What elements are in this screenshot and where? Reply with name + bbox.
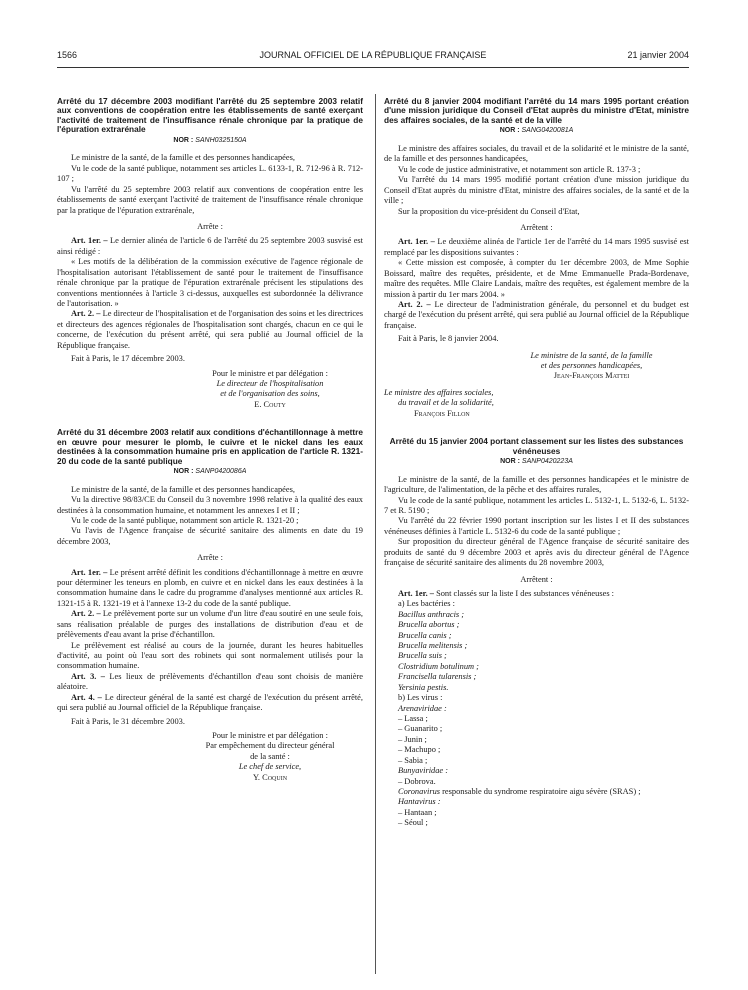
paragraph: Le ministre de la santé, de la famille et des personnes handicapées et le ministre de l'agriculture, de l'alimentation, de la pêche et des affaires rurales, [384,474,689,495]
arrete-heading: Arrête : [197,553,223,563]
article-label: Art. 4. – [71,692,102,702]
column-divider [375,94,376,974]
paragraph: Vu l'arrêté du 25 septembre 2003 relatif aux conventions de coopération entre les établissements de santé exerçant l'activité de traitement de l'insuffisance rénale chronique par la pratique de l'épuration extrarénale, [57,184,363,215]
list-item: – Junin ; [398,734,427,744]
decree-title: Arrêté du 15 janvier 2004 portant classement sur les listes des substances vénéneuses [389,436,684,456]
signature-line: et de l'organisation des soins, [220,389,320,399]
nor-code: SANP0420086A [195,468,247,475]
signature-line: Le chef de service, [238,762,302,772]
article-text: Le prélèvement porte sur un volume d'un litre d'eau soutiré en une seule fois, sans réalisation préalable de purges des installations de distribution d'eau et de prélèvements d'eau avant la prise d'échantillon. [57,609,363,640]
paragraph: Le ministre de la santé, de la famille et des personnes handicapées, [71,484,295,494]
quote: « Cette mission est composée, à compter du 1er décembre 2003, de Mme Sophie Boissard, maître des requêtes, présidente, et de Mme Emmanuelle Prada-Bordenave, maître des requêtes. Mlle Claire Landais, maître des requêtes, est également membre de la mission à partir du 1er mars 2004. » [384,258,689,299]
signatory-name: Jean-François Mattei [553,371,630,381]
paragraph-text: responsable du syndrome respiratoire aigu sévère (SRAS) ; [440,786,641,796]
article-text: Les lieux de prélèvements d'échantillon d'eau sont choisis de manière aléatoire. [57,671,364,692]
decree-4 [384,437,689,829]
decree-title: Arrêté du 8 janvier 2004 modifiant l'arrêté du 14 mars 1995 portant création d'une mission juridique du Conseil d'Etat auprès du ministre d'Etat, ministre des affaires sociales, de la santé et de la ville [384,96,689,125]
article [57,568,363,610]
fait-line: Fait à Paris, le 31 décembre 2003. [71,716,185,726]
nor-label: NOR : [499,127,520,135]
list-item: Brucella canis ; [398,630,452,640]
article [384,300,689,331]
signature-line: Par empêchement du directeur général [205,741,335,751]
signature-line: Pour le ministre et par délégation : [212,730,328,740]
signature-block [177,731,363,783]
virus-family: Hantavirus : [398,797,441,807]
list-item: – Lassa ; [398,714,428,724]
nor-reference [57,468,363,477]
paragraph: Vu le code de justice administrative, et notamment son article R. 137-3 ; [398,164,641,174]
paragraph: Le ministre des affaires sociales, du travail et de la solidarité et le ministre de la santé, de la famille et des personnes handicapées, [384,144,689,164]
article [384,589,689,599]
paragraph: Vu la directive 98/83/CE du Conseil du 3 novembre 1998 relative à la qualité des eaux destinées à la consommation humaine, et notamment les annexes I et II ; [57,495,363,515]
virus-family: Coronavirus [398,786,441,796]
article [57,672,363,693]
list-item: Yersinia pestis. [398,682,449,692]
list-item: – Sabia ; [398,755,428,765]
list-item: – Hantaan ; [398,807,437,817]
paragraph: Vu le code de la santé publique, notamment son article R. 1321-20 ; [71,515,299,525]
paragraph: Le ministre de la santé, de la famille et des personnes handicapées, [71,153,295,163]
virus-family: Arenaviridae : [398,703,447,713]
article-label: Art. 3. – [71,671,105,681]
paragraph: Vu le code de la santé publique, notamment les articles L. 5132-1, L. 5132-6, L. 5132-7 et R. 5190 ; [384,495,689,515]
bacteria-list [384,610,689,693]
nor-label: NOR : [173,136,194,144]
journal-title: JOURNAL OFFICIEL DE LA RÉPUBLIQUE FRANÇAISE [259,50,487,60]
paragraph: Sur proposition du directeur général de l'Agence française de sécurité sanitaire des produits de santé du 9 décembre 2003 et après avis du directeur général de l'Agence française de sécurité sanitaire des aliments du 28 novembre 2003, [384,537,689,568]
article-label: Art. 2. – [398,299,431,309]
list-heading: b) Les virus : [398,693,443,703]
signature-line: du travail et de la solidarité, [398,398,494,408]
list-item: Brucella suis ; [398,651,447,661]
page-number: 1566 [57,50,78,60]
paragraph: Vu l'avis de l'Agence française de sécurité sanitaire des aliments en date du 19 décembre 2003, [57,526,363,546]
article-label: Art. 1er. – [398,588,434,598]
list-item: – Machupo ; [398,745,441,755]
signature-block [177,369,363,411]
nor-code: SANH0325150A [195,136,247,144]
list-heading: a) Les bactéries : [398,599,455,609]
list-item: Bacillus anthracis ; [398,609,465,619]
article-label: Art. 1er. – [71,567,108,577]
paragraph [384,787,689,797]
decree-3 [384,97,689,419]
list-item: Francisella tularensis ; [398,672,477,682]
decree-title: Arrêté du 31 décembre 2003 relatif aux conditions d'échantillonnage à mettre en œuvre pour mesurer le plomb, le cuivre et le nickel dans les eaux destinées à la consommation humaine pris en application de l'article R. 1321-20 du code de la santé publique [57,427,363,466]
signature-line: de la santé : [250,751,290,761]
virus-family: Bunyaviridae : [398,766,449,776]
paragraph: Vu l'arrêté du 22 février 1990 portant inscription sur les listes I et II des substances vénéneuses définies à l'article L. 5132-6 du code de la santé publique ; [384,516,689,536]
signature-line: Le ministre de la santé, de la famille [530,350,653,360]
list-item: Brucella abortus ; [398,620,460,630]
paragraph: Le prélèvement est réalisé au cours de la journée, durant les heures habituelles d'activité, au point où l'eau sort des robinets qui sont normalement utilisés pour la consommation humaine. [57,640,363,671]
right-column [384,97,689,829]
article [57,236,363,257]
article-text: Le dernier alinéa de l'article 6 de l'arrêté du 25 septembre 2003 susvisé est ainsi rédigé : [57,236,364,256]
signatory-name: Y. Coquin [252,772,288,782]
article [384,237,689,258]
signature-line: Le directeur de l'hospitalisation [216,378,324,388]
signature-line: et des personnes handicapées, [540,361,643,371]
paragraph: Vu le code de la santé publique, notamment ses articles L. 6133-1, R. 712-96 à R. 712-107 ; [57,163,363,184]
signature-line: Le ministre des affaires sociales, [384,387,494,397]
article-text: Le directeur de l'administration générale, du personnel et du budget est chargé de l'exécution du présent arrêté, qui sera publié au Journal officiel de la République française. [384,299,690,330]
signature-line: Pour le ministre et par délégation : [212,368,328,378]
page-header [57,50,689,64]
article [57,309,363,351]
decree-2 [57,428,363,783]
arrete-heading: Arrête : [197,222,223,232]
signatory-name: François Fillon [414,408,470,418]
nor-code: SANP0420223A [521,458,573,466]
header-rule [57,67,689,68]
paragraph: Vu l'arrêté du 14 mars 1995 modifié portant création d'une mission juridique du Conseil d'Etat auprès du ministre d'Etat, ministre des affaires sociales, de la santé et de la ville ; [384,175,689,206]
article-text: Le deuxième alinéa de l'article 1er de l'arrêté du 14 mars 1995 susvisé est remplacé par les dispositions suivantes : [384,237,690,257]
nor-reference [384,458,689,467]
list-item: – Séoul ; [398,818,428,828]
arrete-heading: Arrêtent : [520,222,553,232]
left-column [57,97,363,783]
article-text: Sont classés sur la liste I des substances vénéneuses : [436,588,614,598]
paragraph: Sur la proposition du vice-président du Conseil d'Etat, [398,206,580,216]
article-text: Le directeur général de la santé est chargé de l'exécution du présent arrêté, qui sera publié au Journal officiel de la République française. [57,692,363,713]
issue-date: 21 janvier 2004 [627,50,689,60]
article-label: Art. 2. – [71,309,101,319]
signatory-name: E. Couty [254,399,286,409]
signature-block [494,351,689,382]
fait-line: Fait à Paris, le 8 janvier 2004. [398,334,499,344]
list-item: – Guanarito ; [398,724,443,734]
article-label: Art. 1er. – [398,237,435,247]
list-item: Clostridium botulinum ; [398,661,479,671]
signature-block [384,388,689,419]
article-text: Le présent arrêté définit les conditions d'échantillonnage à mettre en œuvre pour déterminer les teneurs en plomb, en cuivre et en nickel dans les eaux destinées à la consommation humaine dans le cadre du programme d'analyses mentionné aux articles R. 1321-15 à R. 1321-19 et à l'annexe 13-2 du code de la santé publique. [57,567,364,608]
arrete-heading: Arrêtent : [520,574,553,584]
quote: « Les motifs de la délibération de la commission exécutive de l'agence régionale de l'hospitalisation autorisant l'établissement de santé pour le traitement de l'insuffisance rénale chronique par la pratique de l'épuration extrarénale précisent les stipulations des conventions mentionnées à l'article 3 ci-dessus, auxquelles est subordonnée la délivrance de l'autorisation. » [57,257,363,308]
list-item: – Dobrova. [398,776,436,786]
nor-reference [57,137,363,146]
decree-title: Arrêté du 17 décembre 2003 modifiant l'arrêté du 25 septembre 2003 relatif aux conventions de coopération entre les établissements de santé exerçant l'activité de traitement de l'insuffisance rénale chronique par la pratique de l'épuration extrarénale [57,96,363,135]
article [57,693,363,714]
article-label: Art. 1er. – [71,236,108,246]
article-label: Art. 2. – [71,609,101,619]
decree-1 [57,97,363,410]
article-text: Le directeur de l'hospitalisation et de l'organisation des soins et les directrices et directeurs des agences régionales de l'hospitalisation sont chargés, chacun en ce qui le concerne, de l'exécution du présent arrêté, qui sera publié au Journal officiel de la République française. [57,309,364,350]
fait-line: Fait à Paris, le 17 décembre 2003. [71,354,185,364]
nor-label: NOR : [173,468,194,475]
nor-label: NOR : [500,458,520,466]
nor-reference [384,127,689,136]
list-item: Brucella melitensis ; [398,641,468,651]
nor-code: SANG0420081A [521,127,574,135]
article [57,609,363,640]
